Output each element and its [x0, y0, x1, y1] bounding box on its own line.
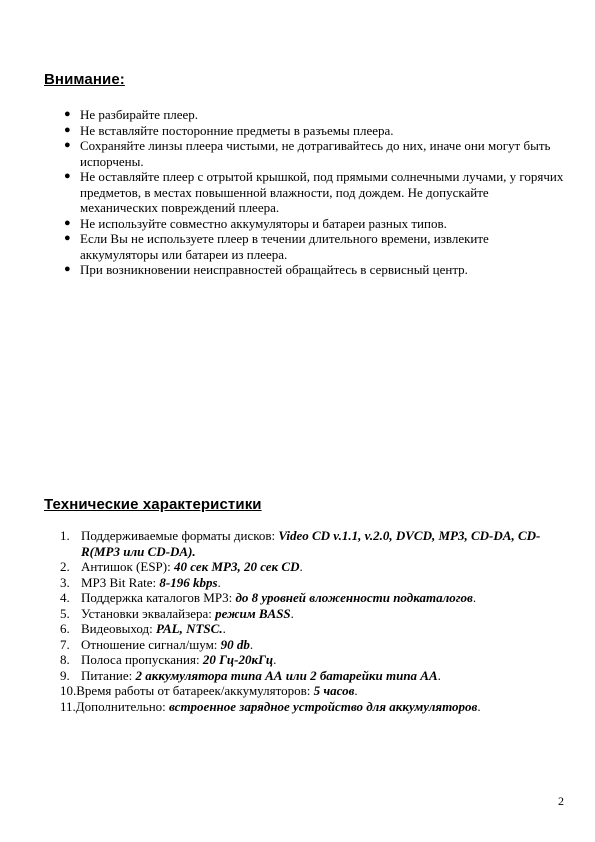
- warning-list: [64, 107, 564, 278]
- spec-item: 1. Поддерживаемые форматы дисков: Video CD v.1.1, v.2.0, DVCD, MP3, CD-DA, CD-R(MP3 или CD-DA).: [60, 528, 541, 559]
- bullet-icon: ●: [64, 123, 71, 136]
- warning-item: ● При возникновении неисправностей обращайтесь в сервисный центр.: [64, 262, 468, 277]
- warning-item: ● Не вставляйте посторонние предметы в разъемы плеера.: [64, 122, 394, 138]
- bullet-icon: ●: [64, 232, 71, 244]
- page-number: 2: [558, 794, 564, 808]
- spec-item: 6. Видеовыход: PAL, NTSC..: [60, 621, 226, 636]
- spec-item: 5. Установки эквалайзера: режим BASS.: [60, 605, 294, 621]
- spec-item: 11.Дополнительно: встроенное зарядное устройство для аккумуляторов.: [60, 698, 481, 714]
- spec-item: 2. Антишок (ESP): 40 сек MP3, 20 сек CD.: [60, 559, 303, 574]
- bullet-icon: ●: [64, 263, 71, 275]
- bullet-icon: ●: [64, 139, 71, 151]
- spec-item: 8. Полоса пропускания: 20 Гц-20кГц.: [60, 652, 277, 667]
- warning-heading: Внимание:: [44, 71, 125, 88]
- bullet-icon: ●: [64, 216, 71, 229]
- warning-item: ● Не оставляйте плеер с отрытой крышкой, под прямыми солнечными лучами, у горячих предметов, в местах повышенной влажности, под дождем. Не допускайте механических повреждений плеера.: [64, 169, 564, 215]
- warning-item: ● Не используйте совместно аккумуляторы и батареи разных типов.: [64, 215, 447, 231]
- warning-item: ● Сохраняйте линзы плеера чистыми, не дотрагивайтесь до них, иначе они могут быть испорчены.: [64, 138, 551, 169]
- spec-item: 9. Питание: 2 аккумулятора типа АА или 2 батарейки типа АА.: [60, 667, 441, 683]
- spec-item: 10.Время работы от батареек/аккумуляторов: 5 часов.: [60, 683, 358, 698]
- spec-item: 7. Отношение сигнал/шум: 90 db.: [60, 636, 254, 652]
- warning-item: ● Не разбирайте плеер.: [64, 107, 199, 122]
- specs-list: [60, 528, 565, 714]
- spec-item: 4. Поддержка каталогов MP3: до 8 уровней вложенности подкаталогов.: [60, 590, 477, 605]
- spec-item: 3. MP3 Bit Rate: 8-196 kbps.: [60, 574, 221, 590]
- warning-item: ● Если Вы не используете плеер в течении длительного времени, извлеките аккумуляторы или батареи из плеера.: [64, 231, 489, 262]
- bullet-icon: ●: [64, 170, 71, 182]
- bullet-icon: ●: [64, 108, 71, 120]
- specs-heading: Технические характеристики: [44, 496, 262, 513]
